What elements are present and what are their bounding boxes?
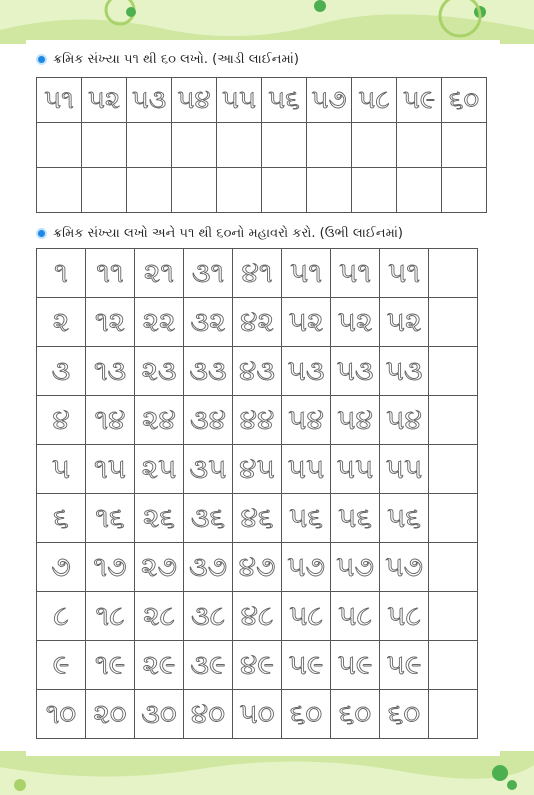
practice-cell[interactable]: ૨ <box>37 298 86 347</box>
practice-row <box>37 494 478 543</box>
trace-cell: ૬૦ <box>442 78 487 123</box>
practice-cell[interactable]: ૪૨ <box>233 298 282 347</box>
practice-cell[interactable]: ૬ <box>37 494 86 543</box>
practice-cell[interactable] <box>429 347 478 396</box>
practice-cell[interactable]: ૪૫ <box>233 445 282 494</box>
blank-row <box>37 168 487 213</box>
practice-cell[interactable]: ૩૦ <box>135 690 184 739</box>
practice-cell[interactable]: ૧૪ <box>86 396 135 445</box>
blank-cell[interactable] <box>397 168 442 213</box>
blank-cell[interactable] <box>82 168 127 213</box>
blank-cell[interactable] <box>262 123 307 168</box>
practice-cell[interactable]: ૫૩ <box>331 347 380 396</box>
practice-cell[interactable]: ૨૯ <box>135 641 184 690</box>
section1-heading <box>36 52 299 67</box>
practice-cell[interactable]: ૭ <box>37 543 86 592</box>
section2-heading <box>36 226 403 241</box>
bullet-icon <box>36 228 47 239</box>
practice-cell[interactable]: ૫૮ <box>380 592 429 641</box>
practice-cell[interactable]: ૫૫ <box>380 445 429 494</box>
practice-cell[interactable]: ૧૩ <box>86 347 135 396</box>
practice-cell[interactable]: ૧૧ <box>86 249 135 298</box>
top-swirl-decoration <box>0 0 534 44</box>
bullet-icon <box>36 54 47 65</box>
practice-cell[interactable]: ૩૬ <box>184 494 233 543</box>
practice-cell[interactable]: ૪૧ <box>233 249 282 298</box>
practice-cell[interactable]: ૨૪ <box>135 396 184 445</box>
practice-cell[interactable]: ૨૭ <box>135 543 184 592</box>
practice-cell[interactable]: ૫૨ <box>282 298 331 347</box>
practice-row <box>37 543 478 592</box>
practice-row <box>37 298 478 347</box>
bottom-swirl-decoration <box>0 751 534 795</box>
practice-cell[interactable]: ૬૦ <box>331 690 380 739</box>
practice-cell[interactable] <box>429 396 478 445</box>
practice-cell[interactable]: ૫૯ <box>380 641 429 690</box>
practice-cell[interactable]: ૧૦ <box>37 690 86 739</box>
practice-row <box>37 592 478 641</box>
section2-heading-text: ક્રમિક સંખ્યા લખો અને ૫૧ થી ૬૦નો મહાવરો કરો. (ઉભી લાઈનમાં) <box>53 226 403 241</box>
practice-cell[interactable]: ૫૯ <box>282 641 331 690</box>
trace-cell: ૫૮ <box>352 78 397 123</box>
blank-cell[interactable] <box>127 168 172 213</box>
trace-cell: ૫૬ <box>262 78 307 123</box>
practice-row <box>37 249 478 298</box>
practice-cell[interactable]: ૪૪ <box>233 396 282 445</box>
practice-cell[interactable]: ૫૪ <box>331 396 380 445</box>
blank-cell[interactable] <box>397 123 442 168</box>
section1-grid <box>36 77 487 213</box>
practice-cell[interactable]: ૬૦ <box>282 690 331 739</box>
practice-cell[interactable]: ૨૫ <box>135 445 184 494</box>
trace-cell: ૫૪ <box>172 78 217 123</box>
practice-row <box>37 347 478 396</box>
practice-cell[interactable]: ૧૬ <box>86 494 135 543</box>
practice-cell[interactable]: ૩૯ <box>184 641 233 690</box>
practice-cell[interactable]: ૪૮ <box>233 592 282 641</box>
practice-cell[interactable]: ૫૪ <box>380 396 429 445</box>
practice-cell[interactable]: ૫૩ <box>282 347 331 396</box>
practice-cell[interactable]: ૪૭ <box>233 543 282 592</box>
practice-cell[interactable] <box>429 641 478 690</box>
practice-cell[interactable]: ૪૬ <box>233 494 282 543</box>
practice-cell[interactable]: ૫૫ <box>331 445 380 494</box>
practice-cell[interactable]: ૩૫ <box>184 445 233 494</box>
practice-cell[interactable] <box>429 543 478 592</box>
practice-cell[interactable]: ૩૮ <box>184 592 233 641</box>
practice-cell[interactable] <box>429 298 478 347</box>
practice-cell[interactable]: ૧૨ <box>86 298 135 347</box>
practice-cell[interactable]: ૫૨ <box>380 298 429 347</box>
practice-cell[interactable]: ૫૧ <box>282 249 331 298</box>
blank-row <box>37 123 487 168</box>
practice-row <box>37 396 478 445</box>
blank-cell[interactable] <box>217 168 262 213</box>
practice-cell[interactable]: ૫૨ <box>331 298 380 347</box>
practice-cell[interactable]: ૩૭ <box>184 543 233 592</box>
practice-row <box>37 690 478 739</box>
practice-cell[interactable]: ૧૯ <box>86 641 135 690</box>
practice-cell[interactable]: ૨૦ <box>86 690 135 739</box>
practice-cell[interactable]: ૧ <box>37 249 86 298</box>
practice-cell[interactable]: ૨૮ <box>135 592 184 641</box>
top-decorative-band <box>0 0 534 44</box>
practice-cell[interactable]: ૮ <box>37 592 86 641</box>
practice-cell[interactable]: ૫ <box>37 445 86 494</box>
practice-cell[interactable]: ૫૭ <box>282 543 331 592</box>
blank-cell[interactable] <box>127 123 172 168</box>
practice-cell[interactable]: ૫૯ <box>331 641 380 690</box>
practice-cell[interactable]: ૬૦ <box>380 690 429 739</box>
practice-cell[interactable]: ૯ <box>37 641 86 690</box>
section1-heading-text: ક્રમિક સંખ્યા ૫૧ થી ૬૦ લખો. (આડી લાઈનમાં) <box>53 52 299 67</box>
practice-cell[interactable] <box>429 592 478 641</box>
trace-cell: ૫૫ <box>217 78 262 123</box>
practice-cell[interactable]: ૫૬ <box>331 494 380 543</box>
blank-cell[interactable] <box>172 168 217 213</box>
blank-cell[interactable] <box>307 168 352 213</box>
practice-cell[interactable]: ૫૭ <box>331 543 380 592</box>
blank-cell[interactable] <box>307 123 352 168</box>
practice-cell[interactable]: ૧૫ <box>86 445 135 494</box>
practice-cell[interactable]: ૫૬ <box>282 494 331 543</box>
practice-cell[interactable]: ૩૪ <box>184 396 233 445</box>
practice-cell[interactable]: ૫૪ <box>282 396 331 445</box>
practice-cell[interactable]: ૨૧ <box>135 249 184 298</box>
practice-cell[interactable]: ૫૧ <box>380 249 429 298</box>
blank-cell[interactable] <box>172 123 217 168</box>
practice-cell[interactable]: ૩૩ <box>184 347 233 396</box>
practice-cell[interactable]: ૪ <box>37 396 86 445</box>
practice-cell[interactable]: ૫૬ <box>380 494 429 543</box>
trace-cell: ૫૩ <box>127 78 172 123</box>
trace-cell: ૫૭ <box>307 78 352 123</box>
blank-cell[interactable] <box>352 123 397 168</box>
practice-cell[interactable]: ૨૬ <box>135 494 184 543</box>
practice-cell[interactable]: ૫૮ <box>282 592 331 641</box>
trace-cell: ૫૨ <box>82 78 127 123</box>
bottom-decorative-band <box>0 751 534 795</box>
practice-cell[interactable]: ૪૦ <box>184 690 233 739</box>
blank-cell[interactable] <box>352 168 397 213</box>
practice-cell[interactable]: ૫૧ <box>331 249 380 298</box>
practice-cell[interactable]: ૩ <box>37 347 86 396</box>
practice-cell[interactable]: ૪૩ <box>233 347 282 396</box>
practice-cell[interactable]: ૩૨ <box>184 298 233 347</box>
practice-cell[interactable]: ૫૮ <box>331 592 380 641</box>
practice-cell[interactable]: ૫૫ <box>282 445 331 494</box>
practice-cell[interactable]: ૫૩ <box>380 347 429 396</box>
blank-cell[interactable] <box>37 123 82 168</box>
blank-cell[interactable] <box>37 168 82 213</box>
section2-grid <box>36 248 478 739</box>
blank-cell[interactable] <box>442 123 487 168</box>
practice-cell[interactable]: ૪૯ <box>233 641 282 690</box>
blank-cell[interactable] <box>262 168 307 213</box>
trace-cell: ૫૯ <box>397 78 442 123</box>
practice-cell[interactable]: ૨૨ <box>135 298 184 347</box>
practice-cell[interactable]: ૫૦ <box>233 690 282 739</box>
practice-cell[interactable] <box>429 249 478 298</box>
practice-cell[interactable]: ૧૭ <box>86 543 135 592</box>
blank-cell[interactable] <box>442 168 487 213</box>
blank-cell[interactable] <box>82 123 127 168</box>
practice-cell[interactable] <box>429 690 478 739</box>
practice-cell[interactable] <box>429 445 478 494</box>
practice-cell[interactable]: ૧૮ <box>86 592 135 641</box>
practice-row <box>37 445 478 494</box>
practice-cell[interactable] <box>429 494 478 543</box>
trace-row <box>37 78 487 123</box>
practice-cell[interactable]: ૩૧ <box>184 249 233 298</box>
trace-cell: ૫૧ <box>37 78 82 123</box>
practice-cell[interactable]: ૨૩ <box>135 347 184 396</box>
practice-row <box>37 641 478 690</box>
practice-cell[interactable]: ૫૭ <box>380 543 429 592</box>
blank-cell[interactable] <box>217 123 262 168</box>
